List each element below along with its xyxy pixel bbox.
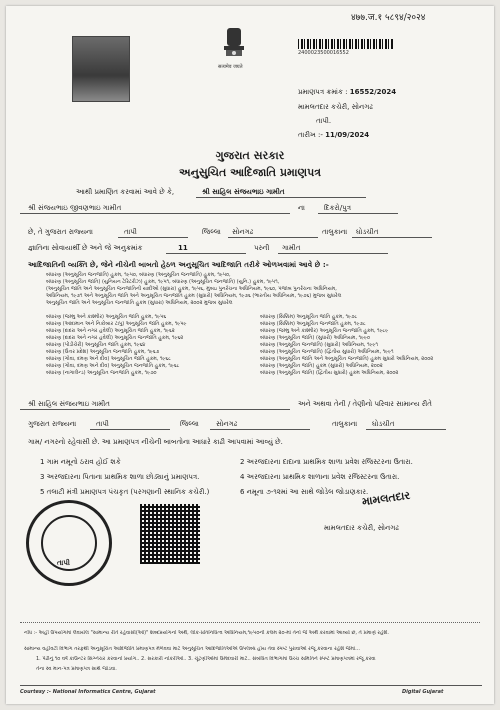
relation: દિકરો/પુત્ર — [324, 204, 352, 212]
order-right-item: બંધારણ (સિક્કિમ) અનુસૂચિત જનજાતિ હુકમ, ૧૯૭૮ — [260, 321, 366, 327]
orders-right-column — [260, 314, 490, 377]
note-line-3: 1. પેઢીનું ૧૦ વર્ષ કાઉન્ટર સિગ્નેચર કરવાનો પ્રયોગ.. 2. સરકારી નોકરીઓ.. 3. ચૂંટણીઓમાં ઉમેદવારી માટે.. સંબંધિત વિભાગમાં ઉચ્ચ સમિતિને સ્પષ્ટ પ્રમાણપત્રમાં રજૂ કરવા — [36, 656, 376, 662]
order-left-item: બંધારણ (ઉત્તર પ્રદેશ) અનુસૂચિત જનજાતિ હુકમ, ૧૯૬૭ — [46, 349, 160, 355]
relation-underline — [318, 213, 398, 214]
cert-number-label: પ્રમાણપત્ર ક્રમાંક : — [298, 88, 348, 96]
residence-taluka-underline — [366, 429, 446, 430]
qr-code — [140, 504, 200, 564]
certify-text: આથી પ્રમાણિત કરવામાં આવે છે કે, — [76, 188, 175, 196]
cert-date: 11/09/2024 — [325, 131, 370, 139]
recognized-text: આદિજાતિની વ્યક્તિ છે, જેને નીચેની બાબતો હેઠળ અનુસૂચિત આદિજાતિ તરીકે ઓળખવામાં આવે છે :- — [28, 260, 329, 269]
signatory-office: મામલતદાર કચેરી, સોનગઢ — [324, 524, 399, 532]
name-underline — [196, 197, 366, 198]
community-text: જ્ઞાતિના સોવાયાર્થી છે અને જે અનુક્રમાંક — [28, 244, 143, 252]
residence-district-underline — [90, 429, 170, 430]
order-left-item: બંધારણ (નાગાલેન્ડ) અનુસૂચિત જનજાતિ હુકમ, ૧૯૭૦ — [46, 370, 157, 376]
resident-name: શ્રી સાહિલ સંજયભાઇ ગામીત — [28, 400, 110, 408]
residence-suffix: અને અથવા તેની / તેણીનો પરિવાર સામાન્ય રીતે — [298, 400, 432, 408]
parent-name: શ્રી સંજયભાઇ જીવણભાઇ ગામીત — [28, 204, 122, 212]
cert-date-label: તારીખ :- — [298, 131, 323, 139]
taluka-label: તાલુકાના — [322, 228, 348, 236]
order-item: બંધારણ (અનુસૂચિત જનજાતિ) હુકમ, ૧૯૫૦, બંધારણ (અનુસૂચિત જનજાતિ) હુકમ, ૧૯૫૦, — [46, 272, 231, 278]
basis-item: 4 અરજદારના પ્રાથમિક શાળાના પ્રવેશ રજિસ્ટરના ઉતારા. — [240, 473, 400, 481]
order-right-item: બંધારણ (અનુસૂચિત જનજાતિ) (સુધારો) અધિનિયમ, ૧૯૯૧ — [260, 342, 378, 348]
resident-underline — [20, 409, 290, 410]
city-value: સોનગઢ — [232, 228, 254, 236]
office-seal — [26, 500, 112, 586]
cert-number-row — [298, 88, 396, 97]
residence-district: તાપી — [96, 420, 109, 428]
applicant-photo — [72, 36, 130, 102]
cert-date-row — [298, 131, 369, 140]
certificate-page — [6, 6, 494, 704]
tribe-label: પરની — [254, 244, 270, 252]
order-item: અધિનિયમ, ૧૯૭૧ અને અનુસૂચિત જાતિ અને અનુસૂચિત જનજાતિ હુકમ (સુધારો) અધિનિયમ, ૧૯૭૬ (ભારતીય અધિનિયમ, ૧૯૭૬) મુજબ સુધારેલ — [46, 293, 342, 299]
order-left-item: બંધારણ (ગોવા, દમણ અને દીવ) અનુસૂચિત જાતિ હુકમ, ૧૯૬૮ — [46, 356, 171, 362]
parent-underline — [20, 213, 290, 214]
note-line-1: નોંધ :- અહીં ઉપયોગમાં લેવાયેલ "સામાન્ય રીતે રહેવાસી(ઓ)" શબ્દપ્રયોગનો અર્થ, લોક-પ્રતિનિધિત્વ અધિનિયમ,૧૯૫૦ની કલમ ૨૦-માં તેનો જે અર્થ કરવામાં આવ્યો છે, તે પ્રમાણે રહેશે. — [24, 630, 389, 636]
basis-item: 6 નમૂના ૭-૧૨માં આ સાથે જોડેલ જોડાણકાર. — [240, 488, 369, 496]
residence-taluka-label: તાલુકાના — [332, 420, 358, 428]
residence-city: સોનગઢ — [216, 420, 238, 428]
order-item: અનુસૂચિત જાતિ અને અનુસૂચિત જનજાતિ હુકમ (સુધારા) અધિનિયમ, ૨૦૦૨ મુજબ સુધારેલ — [46, 300, 233, 306]
basis-item: 3 અરજદારના પિતાના પ્રાથમિક શાળા છોડ્યાનું પ્રમાણપત્ર. — [40, 473, 200, 481]
footer-brand: Digital Gujarat — [402, 689, 444, 695]
village-text: ગામ/ નગરનો રહેવાસી છે. આ પ્રમાણપત્ર નીચેની બાબતોના આધારે કાઢી આપવામાં આવ્યું છે. — [28, 438, 283, 446]
footer-courtesy: Courtesy :- National Informatics Centre, Gujarat — [20, 689, 156, 695]
orders-list — [46, 272, 486, 307]
residence-city-underline — [210, 429, 310, 430]
signature: મામલતદાર — [361, 488, 411, 509]
order-left-item: બંધારણ (જમ્મુ અને કાશ્મીર) અનુસૂચિત જાતિ હુકમ, ૧૯૫૬ — [46, 314, 167, 320]
serial-number: 11 — [178, 244, 188, 252]
order-right-item: બંધારણ (અનુસૂચિત જાતિ) (દ્વિતીય સુધારો) હુકમ અધિનિયમ, ૨૦૦૨ — [260, 370, 399, 376]
applicant-name: શ્રી સાહિલ સંજયભાઇ ગામીત — [202, 188, 285, 196]
order-left-item: બંધારણ (દાદરા અને નગર હવેલી) અનુસૂચિત જનજાતિ હુકમ, ૧૯૬૨ — [46, 335, 184, 341]
order-right-item: બંધારણ (અનુસૂચિત જાતિ) (સુધારો) અધિનિયમ, ૧૯૯૦ — [260, 335, 371, 341]
order-left-item: બંધારણ (દાદરા અને નગર હવેલી) અનુસૂચિત જાતિ હુકમ, ૧૯૬૨ — [46, 328, 175, 334]
order-item: બંધારણ (અનુસૂચિત જાતિ) (યુનિયન ટેરિટરીઝ) હુકમ, ૧૯૫૧, બંધારણ (અનુસૂચિત જનજાતિ) (યુનિ.) હુકમ, ૧૯૫૧, — [46, 279, 280, 285]
notes-divider — [20, 622, 480, 623]
taluka-underline — [352, 237, 432, 238]
district-underline — [118, 237, 188, 238]
state-text: છે, તે ગુજરાત રાજ્યના — [28, 228, 93, 236]
order-right-item: બંધારણ (અનુસૂચિત જનજાતિ) (દ્વિતીય સુધારો) અધિનિયમ, ૧૯૯૧ — [260, 349, 394, 355]
orders-left-column — [46, 314, 246, 377]
order-item: (અનુસૂચિત જાતિ અને અનુસૂચિત જનજાતિની યાદીઓ (સુધારા) હુકમ, ૧૯૫૬, મુંબઇ પુનર્રચના અધિનિયમ, ૧૯૬૦, પંજાબ પુનર્રચના અધિનિયમ, — [46, 286, 337, 292]
heading-certificate-type: અનુસુચિત આદિજાતિ પ્રમાણપત્ર — [178, 166, 322, 179]
barcode — [298, 39, 394, 49]
emblem-caption: सत्यमेव जयते — [218, 64, 243, 70]
basis-item: 1 ગામ નમૂનો ઠરાવ હોઈ શકે — [40, 458, 121, 466]
issuing-office: મામલતદાર કચેરી, સોનગઢ — [298, 103, 373, 111]
barcode-number: 2400023500016552 — [298, 50, 349, 56]
order-right-item: બંધારણ (જમ્મુ અને કાશ્મીર) અનુસૂચિત જનજાતિ હુકમ, ૧૯૮૯ — [260, 328, 389, 334]
taluka-value: ઘોડચીત — [356, 228, 379, 236]
note-line-4: તેના સ્વ માન-પત્ર પ્રમાણપત્ર સાથે જોડવા. — [36, 666, 117, 672]
na-label: ના — [298, 204, 305, 212]
residence-district-label: જિલ્લા — [180, 420, 199, 428]
seal-text: તાપી — [57, 559, 70, 567]
basis-item: 5 તલાટી મંત્રી પ્રમાણપત્ર પંચકૃત (પરગણાની સ્થાનિક કચેરી.) — [40, 488, 210, 496]
cert-number: 16552/2024 — [349, 88, 397, 96]
residence-taluka: ઘોડચીત — [372, 420, 395, 428]
tribe-value: ગામીત — [282, 244, 301, 252]
city-underline — [228, 237, 318, 238]
issuing-district: તાપી. — [316, 117, 332, 125]
district-value: તાપી — [124, 228, 137, 236]
footer-rule — [20, 685, 482, 686]
residence-state-text: ગુજરાત રાજ્યના — [28, 420, 77, 428]
order-right-item: બંધારણ (અનુસૂચિત જાતિ અને અનુસૂચિત જનજાતિ) હુકમ સુધારો અધિનિયમ, ૨૦૦૨ — [260, 356, 434, 362]
serial-underline — [166, 253, 246, 254]
basis-item: 2 અરજદારના દાદાના પ્રાથમિક શાળા પ્રવેશ રજિસ્ટરના ઉતારા. — [240, 458, 413, 466]
heading-government: ગુજરાત સરકાર — [215, 149, 285, 162]
order-left-item: બંધારણ (ગોવા, દમણ અને દીવ) અનુસૂચિત જનજાતિ હુકમ, ૧૯૬૮ — [46, 363, 180, 369]
handwritten-reference: ४७७.ज.१ ५८९४/२०२४ — [351, 13, 426, 23]
note-line-2: સામાન્ય વહીવટી વિભાગ તરફથી અનુસૂચિત આદિજાતિ પ્રમાણપત્ર મેળવવા માટે અનુસૂચિત આદિજાતિઓએ ઉપલબ્ધ હોય તેવા સ્પષ્ટ પુરાવાઓ રજૂ કરવાના રહેશે જેમાં... — [24, 646, 360, 652]
tribe-underline — [278, 253, 388, 254]
order-left-item: બંધારણ (આંદામાન અને નિકોબાર ટાપુ) અનુસૂચિત જાતિ હુકમ, ૧૯૫૯ — [46, 321, 187, 327]
order-right-item: બંધારણ (અનુસૂચિત જાતિ) હુકમ (સુધારો) અધિનિયમ, ૨૦૦૨ — [260, 363, 383, 369]
order-left-item: બંધારણ (પોંડીચેરી) અનુસૂચિત જાતિ હુકમ, ૧૯૬૪ — [46, 342, 146, 348]
national-emblem-icon — [219, 26, 249, 64]
order-right-item: બંધારણ (સિક્કિમ) અનુસૂચિત જાતિ હુકમ, ૧૯૭૮ — [260, 314, 358, 320]
district-label: જિલ્લા — [202, 228, 221, 236]
